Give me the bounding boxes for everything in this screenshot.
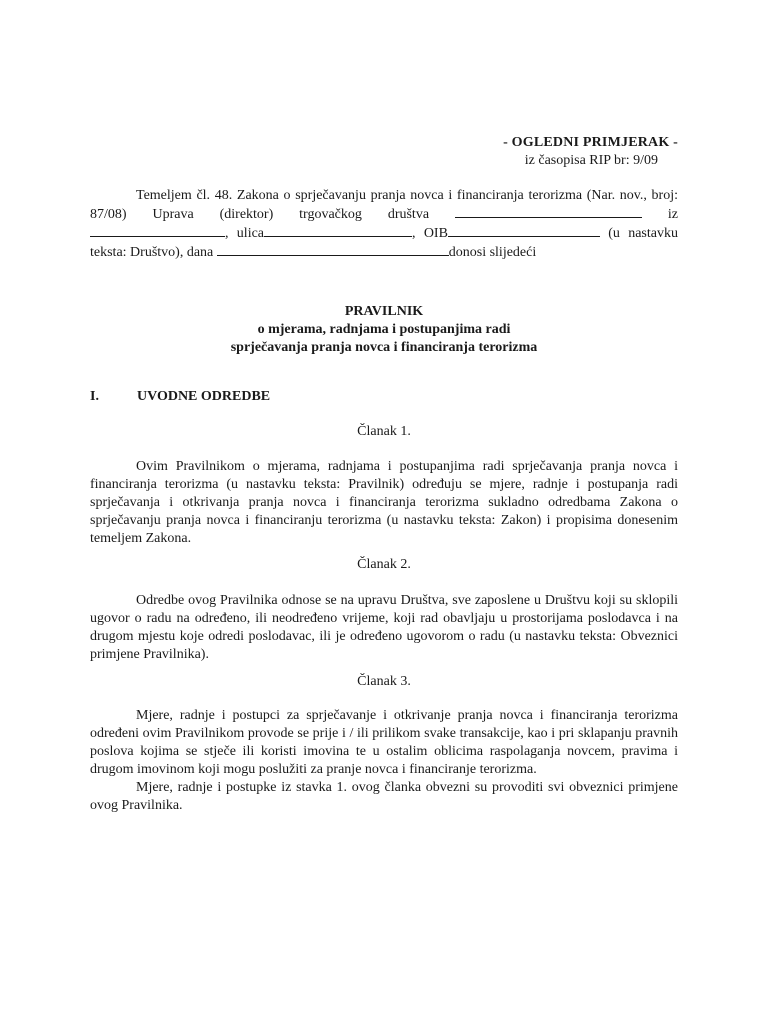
date-blank	[217, 243, 449, 256]
article-2-body	[90, 592, 678, 664]
company-name-blank	[455, 205, 642, 218]
sample-header	[503, 134, 678, 170]
section-number: I.	[90, 389, 99, 404]
document-subtitle-line-1: o mjerama, radnjama i postupanjima radi	[257, 322, 511, 337]
article-3-body	[90, 707, 678, 815]
intro-text-3: , ulica	[225, 226, 265, 241]
article-1-title: Članak 1.	[357, 424, 411, 439]
article-1-paragraph-1: Ovim Pravilnikom o mjerama, radnjama i postupanjima radi sprječavanja pranja novca i financiranja terorizma (u nastavku teksta: Pravilnik) određuju se mjere, radnje i postupanja radi sprječavanja i otkrivanja pranja novca i financiranja terorizma sukladno odredbama Zakona o sprječavanju pranja novca i financiranju terorizma (u nastavku teksta: Zakon) i propisima donesenim temeljem Zakona.	[90, 459, 678, 546]
section-title: UVODNE ODREDBE	[137, 389, 271, 404]
article-1-body	[90, 458, 678, 548]
article-3-paragraph-1: Mjere, radnje i postupci za sprječavanje i otkrivanje pranja novca i financiranja terorizma određeni ovim Pravilnikom provode se prije i / ili prilikom svake transakcije, kao i pri sklapanju pravnih poslova kojima se stječe ili koristi imovina te u ostalim oblicima raspolaganja novcem, pravima i drugom imovinom koji mogu poslužiti za pranje novca i financiranje terorizma.	[90, 708, 678, 777]
intro-text-2: iz	[667, 207, 679, 222]
street-blank	[264, 224, 412, 237]
article-3-paragraph-2: Mjere, radnje i postupke iz stavka 1. ovog članka obvezni su provoditi svi obveznici primjene ovog Pravilnika.	[90, 780, 678, 813]
city-blank	[90, 224, 225, 237]
article-2-paragraph-1: Odredbe ovog Pravilnika odnose se na upravu Društva, sve zaposlene u Društvu koji su sklopili ugovor o radu na određeno, ili neodređeno vrijeme, koji rad obavljaju u prostorijama poslodavca i na drugom mjestu koje odredi poslodavac, ili je određeno ugovorom o radu (u nastavku teksta: Obveznici primjene Pravilnika).	[90, 593, 678, 662]
article-3-title: Članak 3.	[357, 674, 411, 689]
article-2-title: Članak 2.	[357, 557, 411, 572]
sample-title: - OGLEDNI PRIMJERAK -	[503, 135, 678, 150]
intro-text-4: , OIB	[412, 226, 448, 241]
document-title: PRAVILNIK	[344, 304, 424, 319]
intro-paragraph	[90, 187, 678, 262]
intro-text-6: donosi slijedeći	[448, 245, 537, 260]
intro-text-1: Temeljem čl. 48. Zakona o sprječavanju pranja novca i financiranja terorizma (Nar. nov., broj: 87/08) Uprava (direktor) trgovačkog društva	[90, 188, 678, 222]
document-subtitle-line-2: sprječavanja pranja novca i financiranja terorizma	[230, 340, 538, 355]
document-title-block	[90, 303, 678, 357]
document-page	[90, 0, 678, 1024]
oib-blank	[448, 224, 600, 237]
intro-text-5: (u nastavku teksta: Društvo), dana	[90, 226, 678, 260]
section-heading	[90, 388, 678, 406]
sample-source: iz časopisa RIP br: 9/09	[524, 153, 658, 168]
